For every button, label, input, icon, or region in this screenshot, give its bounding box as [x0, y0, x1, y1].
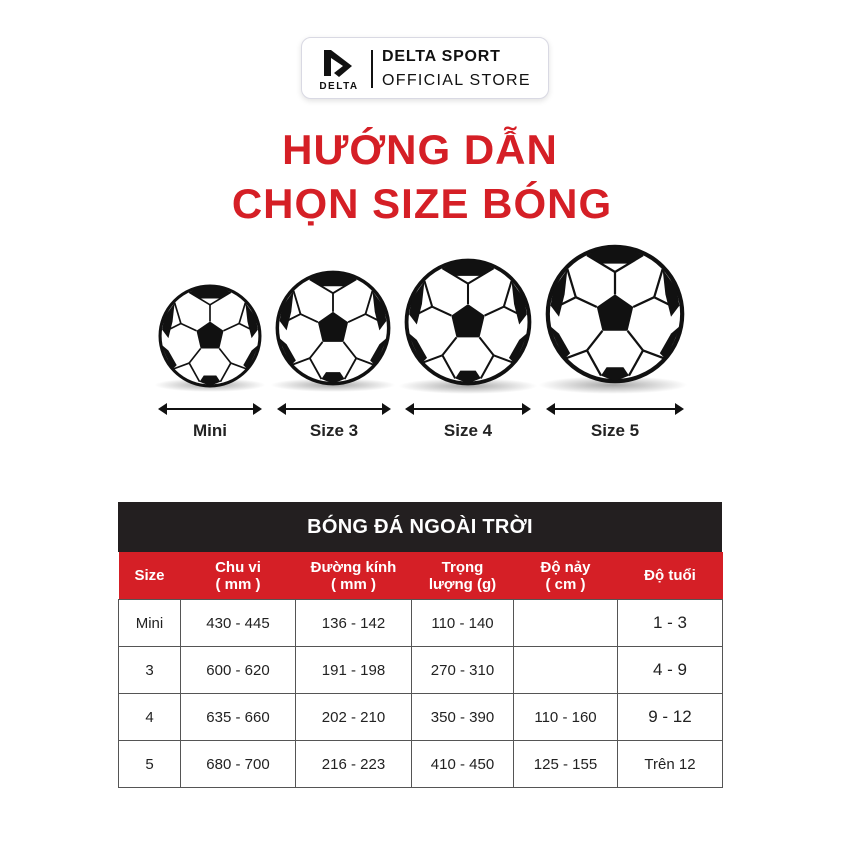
cell-size: 3 — [119, 647, 181, 694]
width-arrow-mini — [160, 408, 260, 410]
size-table — [118, 502, 722, 788]
width-arrow-size4 — [407, 408, 529, 410]
size-label-mini: Mini — [193, 421, 227, 440]
col-header-text: Độ tuổi — [644, 567, 696, 584]
cell-diameter: 191 - 198 — [296, 647, 412, 694]
size-label-size5: Size 5 — [590, 421, 640, 440]
col-header-weight — [412, 552, 514, 600]
table-row — [119, 600, 723, 647]
col-header-unit: ( mm ) — [215, 575, 261, 593]
soccer-ball-size3-icon — [275, 270, 391, 386]
cell-weight: 110 - 140 — [412, 600, 514, 647]
brand-name: DELTA SPORT — [382, 48, 501, 65]
cell-circumference: 635 - 660 — [181, 694, 296, 741]
cell-diameter: 136 - 142 — [296, 600, 412, 647]
col-header-unit: ( mm ) — [331, 575, 376, 593]
page-title-line2: CHỌN SIZE BÓNG — [231, 180, 613, 227]
cell-age: Trên 12 — [618, 741, 723, 788]
page-title-line1: HƯỚNG DẪN — [282, 126, 558, 173]
cell-weight: 270 - 310 — [412, 647, 514, 694]
col-header-text: Chu vi — [215, 558, 261, 576]
col-header-text: Trọng — [441, 558, 484, 576]
cell-age: 1 - 3 — [618, 600, 723, 647]
cell-diameter: 202 - 210 — [296, 694, 412, 741]
logo-text: DELTA — [319, 81, 359, 92]
badge-divider — [371, 50, 373, 88]
table-row — [119, 694, 723, 741]
cell-bounce: 110 - 160 — [514, 694, 618, 741]
cell-bounce — [514, 647, 618, 694]
cell-size: 4 — [119, 694, 181, 741]
delta-logo-icon — [314, 46, 364, 92]
cell-size: 5 — [119, 741, 181, 788]
col-header-unit: ( cm ) — [545, 575, 586, 593]
col-header-age — [618, 552, 723, 600]
size-table-grid — [118, 552, 723, 788]
width-arrow-size3 — [279, 408, 389, 410]
cell-circumference: 430 - 445 — [181, 600, 296, 647]
cell-size: Mini — [119, 600, 181, 647]
soccer-ball-size4-icon — [404, 258, 532, 386]
col-header-text: Đường kính — [310, 558, 397, 576]
cell-diameter: 216 - 223 — [296, 741, 412, 788]
store-subtitle: OFFICIAL STORE — [382, 72, 531, 89]
cell-bounce: 125 - 155 — [514, 741, 618, 788]
table-header-row — [119, 552, 723, 600]
col-header-unit: lượng (g) — [428, 575, 497, 593]
col-header-size — [119, 552, 181, 600]
size-label-size4: Size 4 — [443, 421, 493, 440]
table-row — [119, 647, 723, 694]
col-header-text: Size — [134, 567, 165, 584]
table-title: BÓNG ĐÁ NGOÀI TRỜI — [118, 502, 722, 552]
cell-circumference: 680 - 700 — [181, 741, 296, 788]
width-arrow-size5 — [548, 408, 682, 410]
cell-weight: 410 - 450 — [412, 741, 514, 788]
soccer-ball-size5-icon — [545, 244, 685, 384]
soccer-ball-mini-icon — [158, 284, 262, 388]
cell-age: 9 - 12 — [618, 694, 723, 741]
cell-weight: 350 - 390 — [412, 694, 514, 741]
table-row — [119, 741, 723, 788]
col-header-circumference — [181, 552, 296, 600]
cell-bounce — [514, 600, 618, 647]
store-badge — [301, 37, 549, 99]
cell-age: 4 - 9 — [618, 647, 723, 694]
col-header-text: Độ nảy — [540, 558, 591, 576]
col-header-bounce — [514, 552, 618, 600]
cell-circumference: 600 - 620 — [181, 647, 296, 694]
col-header-diameter — [296, 552, 412, 600]
size-label-size3: Size 3 — [309, 421, 359, 440]
